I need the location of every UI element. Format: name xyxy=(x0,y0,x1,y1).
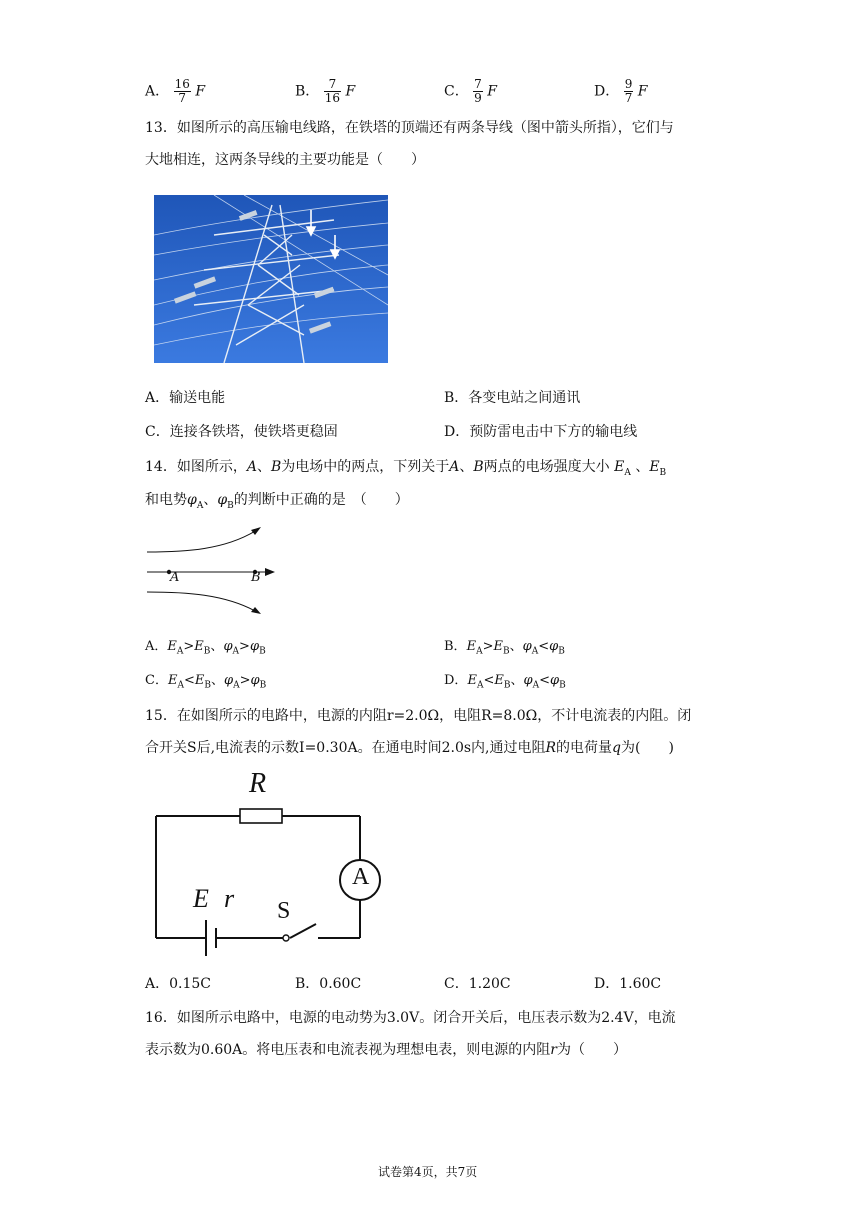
text: 为( ) xyxy=(621,740,674,756)
q13-option-b: B．各变电站之间通讯 xyxy=(444,390,581,406)
text: R=8.0Ω，不计电流表的内阻。闭 xyxy=(481,708,692,724)
subscript: B xyxy=(659,467,667,478)
text: 两点的电场强度大小 xyxy=(483,459,610,475)
subscript: B xyxy=(502,646,510,657)
potential-phi: φ xyxy=(217,492,228,508)
q12-option-c xyxy=(444,78,497,105)
relation: > xyxy=(183,639,195,654)
text: 14．如图所示， xyxy=(145,459,247,475)
q12-option-b xyxy=(295,78,355,105)
potential-phi: φ xyxy=(187,492,197,508)
subscript: A xyxy=(532,680,540,691)
variable: F xyxy=(345,83,356,100)
subscript: A xyxy=(232,646,240,657)
denominator: 7 xyxy=(178,91,187,105)
q14-option-b xyxy=(444,637,565,662)
text: 、 xyxy=(203,492,218,508)
q14-option-d xyxy=(444,671,566,696)
option-label: B． xyxy=(444,639,467,654)
q13-line-1: 13．如图所示的高压输电线路，在铁塔的顶端还有两条导线（图中箭头所指），它们与 xyxy=(145,120,674,136)
q12-option-a xyxy=(145,78,205,105)
field-e: E xyxy=(194,673,205,688)
text: 、 xyxy=(210,639,224,654)
q15-line-2 xyxy=(145,738,674,758)
variable: F xyxy=(637,83,648,100)
potential-phi: φ xyxy=(550,673,560,688)
point-a: A xyxy=(246,459,257,475)
fraction xyxy=(624,78,634,105)
text: 为电场中的两点，下列关于 xyxy=(281,459,450,475)
q15-option-d: D．1.60C xyxy=(594,976,662,992)
subscript: A xyxy=(476,646,483,657)
relation: < xyxy=(483,673,495,688)
text: r=2.0Ω，电阻 xyxy=(386,708,482,724)
option-label: C． xyxy=(444,83,469,100)
q13-line-2: 大地相连，这两条导线的主要功能是（ ） xyxy=(145,152,425,168)
numerator: 9 xyxy=(624,77,633,91)
subscript: A xyxy=(176,646,184,657)
q14-option-a xyxy=(145,637,266,662)
numerator: 16 xyxy=(174,77,190,91)
denominator: 7 xyxy=(624,91,633,105)
relation: > xyxy=(239,673,251,688)
relation: < xyxy=(538,639,550,654)
potential-phi: φ xyxy=(549,639,559,654)
potential-phi: φ xyxy=(249,639,260,654)
field-e: E xyxy=(466,639,477,654)
subscript: B xyxy=(259,646,266,657)
point-b: B xyxy=(270,459,282,475)
subscript: B xyxy=(259,680,267,691)
field-e: E xyxy=(467,673,477,688)
fraction xyxy=(473,78,483,105)
option-label: D． xyxy=(444,673,468,688)
text: 、 xyxy=(509,639,523,654)
field-e: E xyxy=(649,459,660,475)
option-label: B． xyxy=(295,83,320,100)
subscript: B xyxy=(503,680,511,691)
option-label: C． xyxy=(145,673,168,688)
subscript: A xyxy=(177,680,184,691)
field-e: E xyxy=(194,639,204,654)
q16-line-2 xyxy=(145,1040,627,1060)
field-e: E xyxy=(167,639,177,654)
fig-emf-label: E xyxy=(193,884,209,913)
point-a: A xyxy=(449,459,460,475)
fig-resistor-label: R xyxy=(249,768,267,799)
text: 、 xyxy=(210,673,224,688)
variable: F xyxy=(487,83,497,100)
transmission-tower-photo xyxy=(154,195,388,363)
field-e: E xyxy=(614,459,625,475)
q15-option-b: B．0.60C xyxy=(295,976,362,992)
text: 、 xyxy=(635,459,650,475)
relation: < xyxy=(539,673,550,688)
text: 15．在如图所示的电路中，电源的内阻 xyxy=(145,708,387,724)
subscript: B xyxy=(558,646,565,657)
subscript: A xyxy=(476,680,484,691)
option-label: A． xyxy=(145,639,168,654)
q13-option-d: D．预防雷电击中下方的输电线 xyxy=(444,424,638,440)
option-label: D． xyxy=(594,83,620,100)
subscript: B xyxy=(203,646,211,657)
denominator: 16 xyxy=(324,91,341,105)
text: I=0.30A。在通电时间2.0s内,通过电阻 xyxy=(299,740,546,756)
subscript: A xyxy=(233,680,240,691)
q15-option-a: A．0.15C xyxy=(145,976,211,992)
fig-switch-label: S xyxy=(277,898,291,924)
subscript: B xyxy=(559,680,566,691)
relation: > xyxy=(482,639,494,654)
relation: > xyxy=(239,639,250,654)
fig-ammeter-label: A xyxy=(352,864,370,890)
fig-label-b: B xyxy=(251,570,261,585)
text: 、 xyxy=(459,459,474,475)
relation: < xyxy=(183,673,195,688)
text: 的电荷量 xyxy=(556,740,613,756)
numerator: 7 xyxy=(324,78,341,92)
potential-phi: φ xyxy=(523,673,533,688)
field-e: E xyxy=(494,673,504,688)
subscript: B xyxy=(204,680,211,691)
variable: F xyxy=(195,83,206,100)
text: 和电势 xyxy=(145,492,187,508)
internal-resistance-symbol: r xyxy=(550,1042,557,1058)
q14-line-2 xyxy=(145,490,409,516)
text: 合开关S后,电流表的示数 xyxy=(145,740,300,756)
potential-phi: φ xyxy=(522,639,532,654)
potential-phi: φ xyxy=(250,673,260,688)
field-e: E xyxy=(167,673,178,688)
text: 为（ ） xyxy=(556,1042,627,1058)
potential-phi: φ xyxy=(224,673,234,688)
fraction xyxy=(174,78,191,105)
fig-label-a: A xyxy=(170,570,180,585)
numerator: 7 xyxy=(474,77,482,91)
potential-phi: φ xyxy=(223,639,233,654)
q12-option-d xyxy=(594,78,648,105)
text: 、 xyxy=(510,673,524,688)
field-e: E xyxy=(493,639,503,654)
subscript: B xyxy=(227,500,234,511)
electric-field-lines-diagram xyxy=(145,522,285,614)
q14-line-1 xyxy=(145,457,666,483)
q14-option-c xyxy=(145,671,266,696)
text: 表示数为0.60A。将电压表和电流表视为理想电表，则电源的内阻 xyxy=(145,1042,551,1058)
q15-line-1 xyxy=(145,706,691,726)
charge-symbol: q xyxy=(612,740,622,756)
subscript: A xyxy=(531,646,539,657)
text: 的判断中正确的是 （ ） xyxy=(233,492,409,508)
fraction xyxy=(324,78,341,105)
resistor-symbol: R xyxy=(545,740,557,756)
point-b: B xyxy=(473,459,484,475)
denominator: 9 xyxy=(474,91,482,105)
subscript: A xyxy=(624,467,631,478)
text: 、 xyxy=(256,459,271,475)
q13-option-c: C．连接各铁塔，使铁塔更稳固 xyxy=(145,424,338,440)
page-footer: 试卷第4页，共7页 xyxy=(378,1165,478,1179)
fig-internal-resistance-label: r xyxy=(224,884,235,913)
q15-option-c: C．1.20C xyxy=(444,976,511,992)
q13-option-a: A．输送电能 xyxy=(145,390,226,406)
option-label: A． xyxy=(145,83,170,100)
subscript: A xyxy=(196,500,204,511)
q16-line-1: 16．如图所示电路中，电源的电动势为3.0V。闭合开关后，电压表示数为2.4V，电流 xyxy=(145,1010,676,1026)
